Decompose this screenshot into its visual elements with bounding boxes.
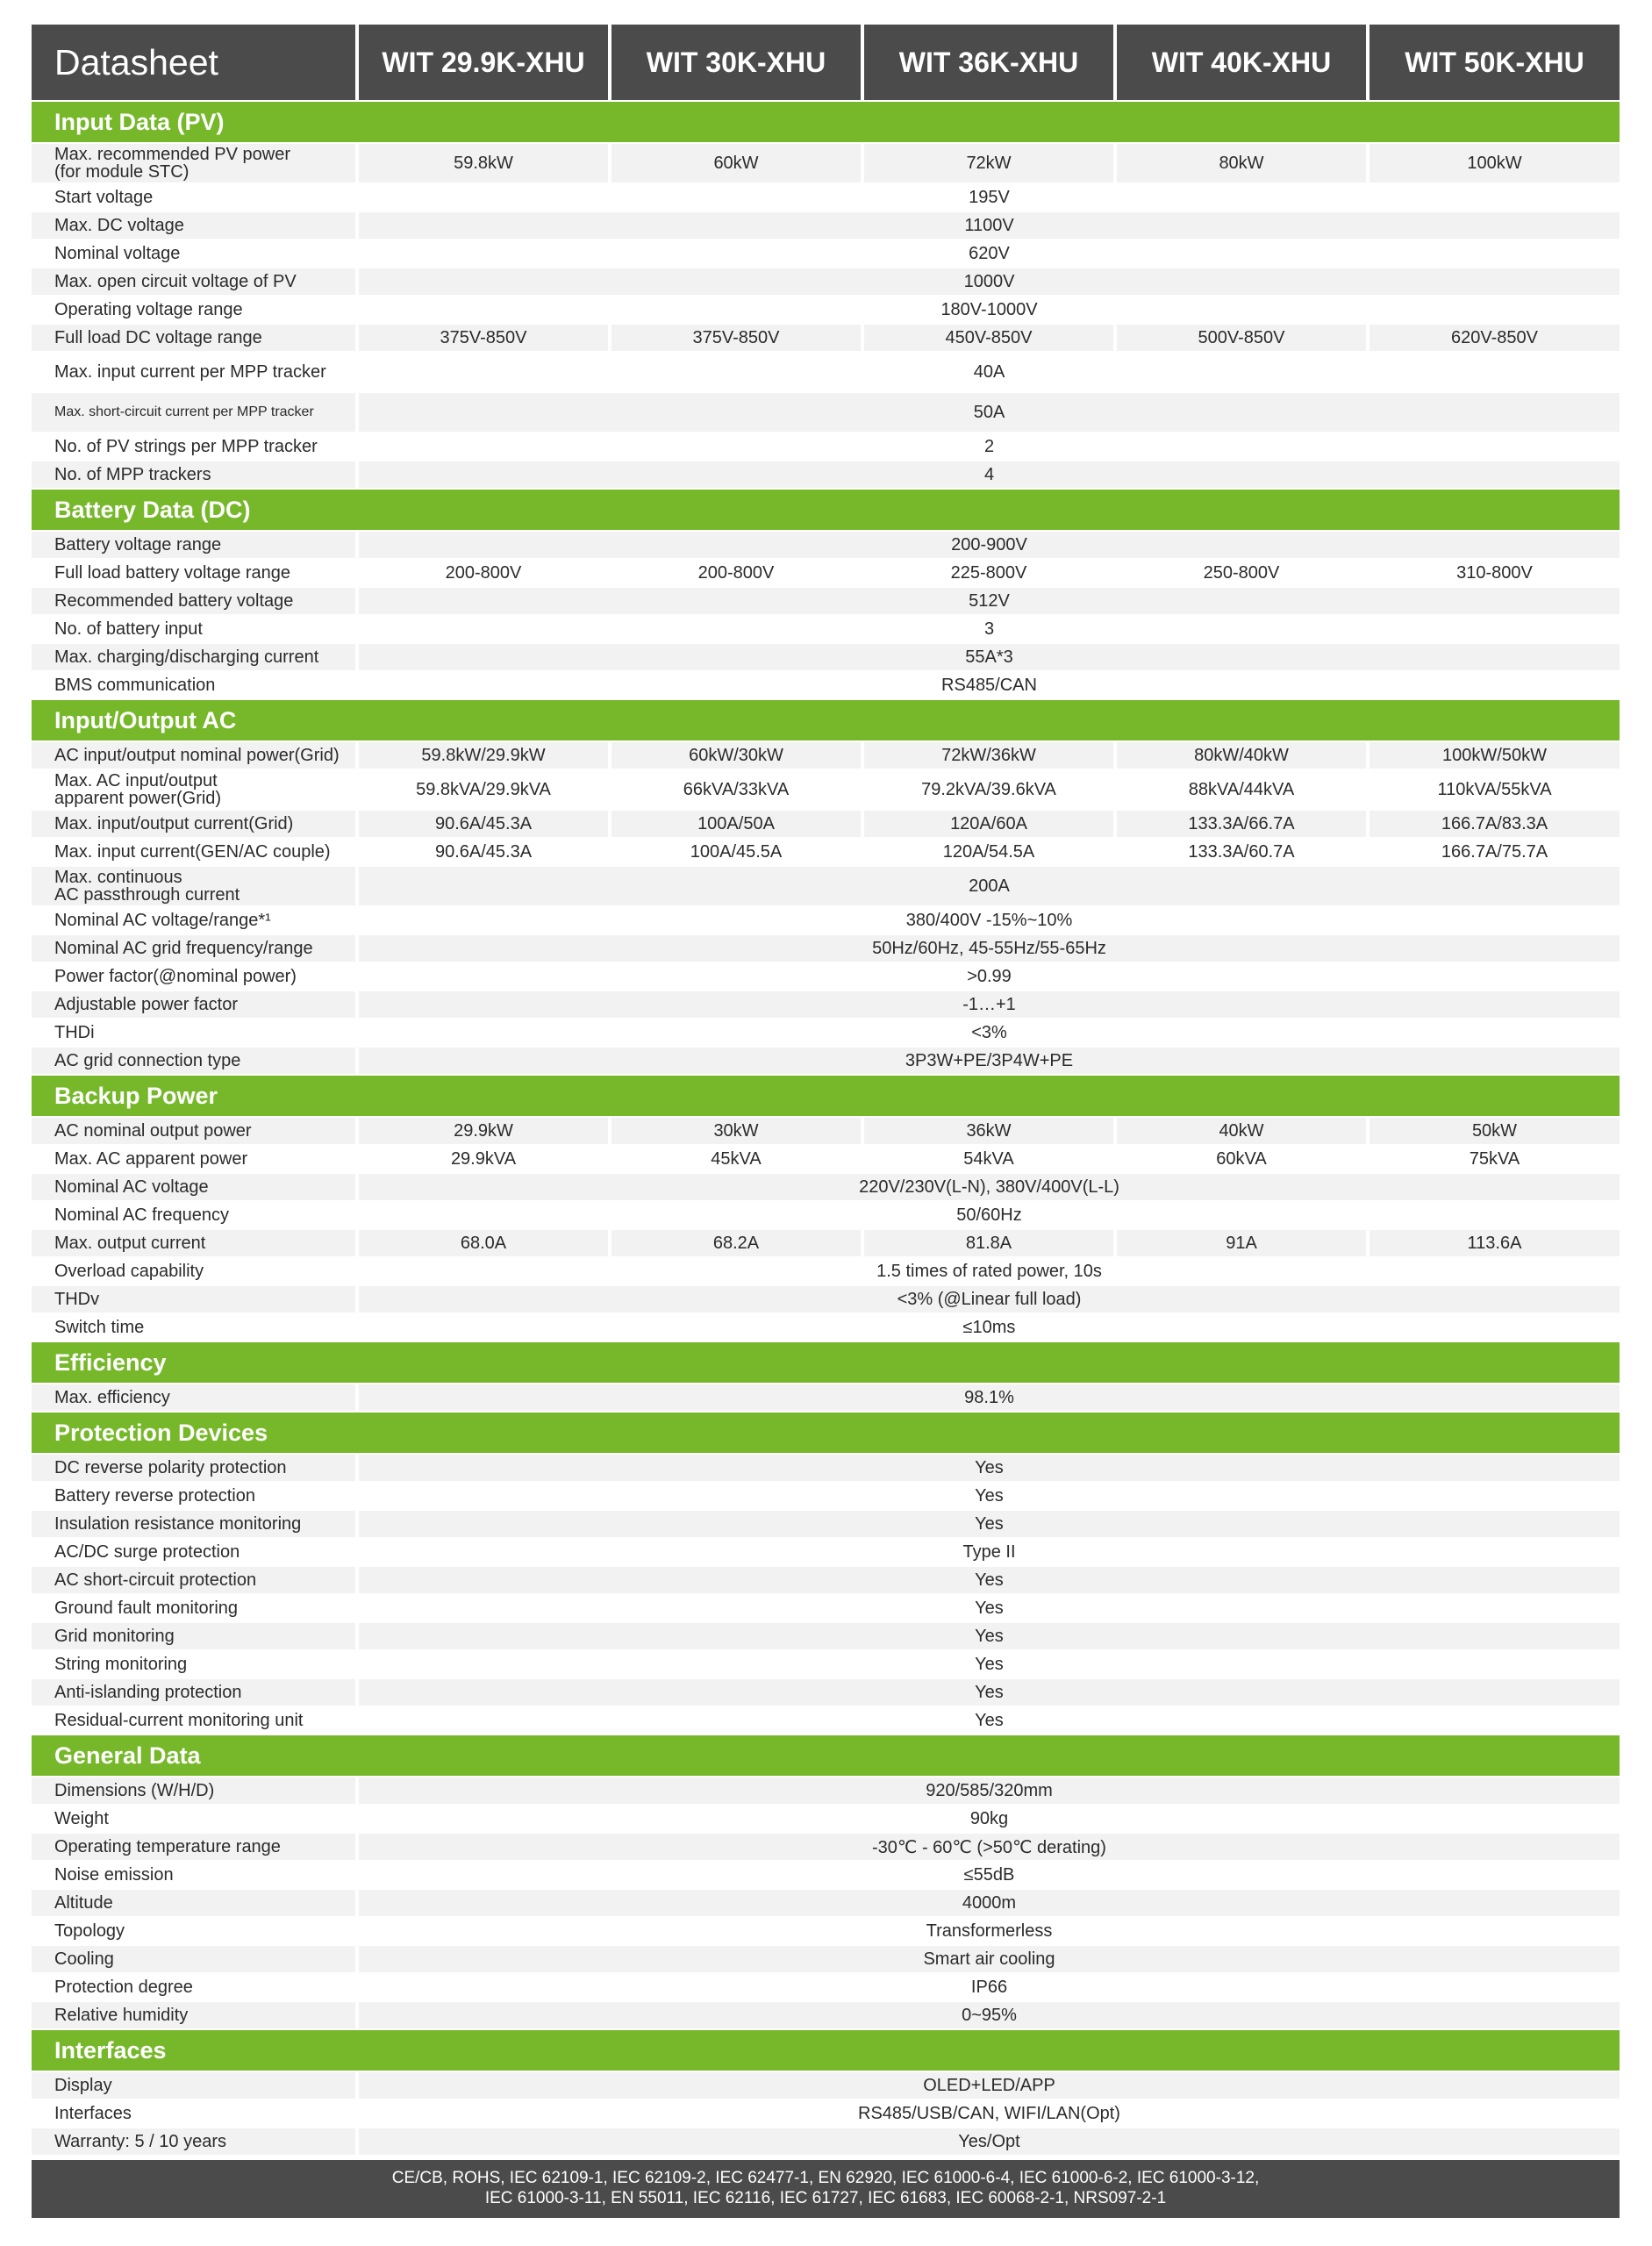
spec-value: 3 (359, 616, 1620, 642)
spec-value: 59.8kW (359, 144, 608, 182)
spec-value: 3P3W+PE/3P4W+PE (359, 1048, 1620, 1074)
spec-row (32, 867, 1620, 905)
spec-value: Yes (359, 1567, 1620, 1593)
spec-value: Smart air cooling (359, 1946, 1620, 1972)
spec-value: 50/60Hz (359, 1202, 1620, 1228)
spec-label: Full load battery voltage range (32, 560, 355, 586)
spec-value: 120A/60A (864, 811, 1113, 837)
spec-value: 40A (359, 353, 1620, 391)
spec-value: 500V-850V (1117, 325, 1366, 351)
spec-row (32, 240, 1620, 267)
spec-label: Residual-current monitoring unit (32, 1707, 355, 1734)
spec-value: 54kVA (864, 1146, 1113, 1172)
spec-row (32, 433, 1620, 460)
spec-label: Warranty: 5 / 10 years (32, 2128, 355, 2155)
spec-label: Battery reverse protection (32, 1483, 355, 1509)
spec-row (32, 991, 1620, 1018)
spec-value: 30kW (611, 1118, 861, 1144)
spec-label: Max. input current(GEN/AC couple) (32, 839, 355, 865)
spec-value: 72kW (864, 144, 1113, 182)
spec-label: Max. efficiency (32, 1384, 355, 1411)
section-rows (32, 1118, 1620, 1341)
spec-label: Ground fault monitoring (32, 1595, 355, 1621)
spec-value: 110kVA/55kVA (1370, 770, 1620, 809)
spec-label: THDi (32, 1019, 355, 1046)
spec-label: Max. AC input/output apparent power(Grid) (32, 770, 355, 809)
spec-label: Weight (32, 1806, 355, 1832)
spec-row (32, 1707, 1620, 1734)
spec-value: Type II (359, 1539, 1620, 1565)
spec-row (32, 184, 1620, 211)
section-rows (32, 532, 1620, 698)
spec-row (32, 1974, 1620, 2000)
spec-row (32, 1539, 1620, 1565)
section-rows (32, 2072, 1620, 2155)
spec-value: 2 (359, 433, 1620, 460)
spec-row (32, 2100, 1620, 2127)
spec-label: Max. input/output current(Grid) (32, 811, 355, 837)
model-header: WIT 36K-XHU (864, 25, 1113, 100)
spec-value: <3% (@Linear full load) (359, 1286, 1620, 1313)
section-header: Efficiency (32, 1342, 1620, 1383)
spec-row (32, 325, 1620, 351)
spec-value: 59.8kW/29.9kW (359, 742, 608, 769)
spec-label: AC short-circuit protection (32, 1567, 355, 1593)
spec-value: 66kVA/33kVA (611, 770, 861, 809)
spec-label: Max. recommended PV power (for module STC) (32, 144, 355, 182)
spec-value: OLED+LED/APP (359, 2072, 1620, 2099)
spec-label: No. of PV strings per MPP tracker (32, 433, 355, 460)
spec-value: Yes (359, 1511, 1620, 1537)
spec-row (32, 212, 1620, 239)
spec-value: 68.2A (611, 1230, 861, 1256)
spec-value: 133.3A/60.7A (1117, 839, 1366, 865)
spec-row (32, 1679, 1620, 1706)
spec-value: 250-800V (1117, 560, 1366, 586)
spec-row (32, 1595, 1620, 1621)
spec-label: Cooling (32, 1946, 355, 1972)
spec-value: 120A/54.5A (864, 839, 1113, 865)
spec-row (32, 588, 1620, 614)
spec-label: Max. AC apparent power (32, 1146, 355, 1172)
spec-value: 225-800V (864, 560, 1113, 586)
spec-row (32, 1146, 1620, 1172)
spec-label: Adjustable power factor (32, 991, 355, 1018)
section-header: Interfaces (32, 2030, 1620, 2071)
spec-label: Max. output current (32, 1230, 355, 1256)
spec-value: 200A (359, 867, 1620, 905)
spec-row (32, 1946, 1620, 1972)
spec-row (32, 2002, 1620, 2028)
spec-label: String monitoring (32, 1651, 355, 1677)
spec-label: Max. continuous AC passthrough current (32, 867, 355, 905)
spec-row (32, 742, 1620, 769)
spec-value: 80kW/40kW (1117, 742, 1366, 769)
spec-label: Max. charging/discharging current (32, 644, 355, 670)
spec-value: 60kW (611, 144, 861, 182)
spec-row (32, 1511, 1620, 1537)
spec-label: AC input/output nominal power(Grid) (32, 742, 355, 769)
spec-label: Topology (32, 1918, 355, 1944)
spec-value: 195V (359, 184, 1620, 211)
spec-label: Nominal AC grid frequency/range (32, 935, 355, 962)
spec-value: 113.6A (1370, 1230, 1620, 1256)
spec-value: 200-800V (359, 560, 608, 586)
spec-label: No. of MPP trackers (32, 461, 355, 488)
model-header: WIT 30K-XHU (611, 25, 861, 100)
spec-value: 90.6A/45.3A (359, 839, 608, 865)
spec-value: 0~95% (359, 2002, 1620, 2028)
spec-value: -1…+1 (359, 991, 1620, 1018)
spec-value: -30℃ - 60℃ (>50℃ derating) (359, 1834, 1620, 1860)
spec-row (32, 297, 1620, 323)
spec-row (32, 1651, 1620, 1677)
spec-value: 75kVA (1370, 1146, 1620, 1172)
section-header: General Data (32, 1735, 1620, 1776)
spec-value: 200-900V (359, 532, 1620, 558)
spec-label: Full load DC voltage range (32, 325, 355, 351)
spec-row (32, 560, 1620, 586)
spec-value: 220V/230V(L-N), 380V/400V(L-L) (359, 1174, 1620, 1200)
spec-value: 4000m (359, 1890, 1620, 1916)
section-rows (32, 1777, 1620, 2028)
spec-label: Altitude (32, 1890, 355, 1916)
spec-row (32, 1258, 1620, 1284)
spec-label: Switch time (32, 1314, 355, 1341)
spec-row (32, 1483, 1620, 1509)
spec-row (32, 1174, 1620, 1200)
certifications-footer (32, 2160, 1620, 2218)
spec-row (32, 2072, 1620, 2099)
spec-value: ≤10ms (359, 1314, 1620, 1341)
model-header: WIT 50K-XHU (1370, 25, 1620, 100)
spec-value: 100A/45.5A (611, 839, 861, 865)
spec-row (32, 839, 1620, 865)
spec-value: 79.2kVA/39.6kVA (864, 770, 1113, 809)
spec-value: 91A (1117, 1230, 1366, 1256)
spec-value: 98.1% (359, 1384, 1620, 1411)
datasheet-title: Datasheet (32, 25, 355, 100)
spec-label: Nominal AC frequency (32, 1202, 355, 1228)
spec-value: 68.0A (359, 1230, 608, 1256)
spec-row (32, 1118, 1620, 1144)
section-header: Battery Data (DC) (32, 490, 1620, 530)
spec-value: Yes (359, 1483, 1620, 1509)
spec-row (32, 1806, 1620, 1832)
spec-value: 512V (359, 588, 1620, 614)
spec-value: 45kVA (611, 1146, 861, 1172)
spec-label: Max. short-circuit current per MPP tracker (32, 393, 355, 432)
spec-label: Battery voltage range (32, 532, 355, 558)
spec-row (32, 672, 1620, 698)
spec-value: 80kW (1117, 144, 1366, 182)
spec-row (32, 1314, 1620, 1341)
spec-value: 375V-850V (611, 325, 861, 351)
spec-value: RS485/CAN (359, 672, 1620, 698)
spec-value: 166.7A/75.7A (1370, 839, 1620, 865)
spec-value: 36kW (864, 1118, 1113, 1144)
spec-sections (32, 102, 1620, 2155)
spec-label: Operating voltage range (32, 297, 355, 323)
spec-value: 920/585/320mm (359, 1777, 1620, 1804)
spec-label: Overload capability (32, 1258, 355, 1284)
spec-row (32, 268, 1620, 295)
spec-label: Insulation resistance monitoring (32, 1511, 355, 1537)
spec-value: 450V-850V (864, 325, 1113, 351)
spec-value: 1000V (359, 268, 1620, 295)
spec-label: Protection degree (32, 1974, 355, 2000)
spec-value: 100A/50A (611, 811, 861, 837)
spec-row (32, 1384, 1620, 1411)
spec-label: Noise emission (32, 1862, 355, 1888)
spec-value: Yes (359, 1707, 1620, 1734)
spec-row (32, 1623, 1620, 1649)
spec-value: 1100V (359, 212, 1620, 239)
section-header: Backup Power (32, 1076, 1620, 1116)
spec-label: Display (32, 2072, 355, 2099)
spec-value: 90.6A/45.3A (359, 811, 608, 837)
spec-value: IP66 (359, 1974, 1620, 2000)
section-header: Protection Devices (32, 1413, 1620, 1453)
spec-value: 72kW/36kW (864, 742, 1113, 769)
spec-value: 50A (359, 393, 1620, 432)
spec-value: 40kW (1117, 1118, 1366, 1144)
certifications-line-2: IEC 61000-3-11, EN 55011, IEC 62116, IEC 61727, IEC 61683, IEC 60068-2-1, NRS097-2-1 (484, 2189, 1167, 2207)
spec-value: 81.8A (864, 1230, 1113, 1256)
spec-value: 4 (359, 461, 1620, 488)
spec-value: Yes (359, 1595, 1620, 1621)
spec-row (32, 1567, 1620, 1593)
spec-label: Dimensions (W/H/D) (32, 1777, 355, 1804)
spec-label: DC reverse polarity protection (32, 1455, 355, 1481)
header-row (32, 25, 1620, 100)
spec-label: Nominal voltage (32, 240, 355, 267)
section-rows (32, 1384, 1620, 1411)
spec-row (32, 616, 1620, 642)
section-header: Input Data (PV) (32, 102, 1620, 142)
spec-row (32, 353, 1620, 391)
spec-value: Yes (359, 1455, 1620, 1481)
spec-row (32, 644, 1620, 670)
spec-label: No. of battery input (32, 616, 355, 642)
spec-row (32, 1834, 1620, 1860)
spec-label: Max. open circuit voltage of PV (32, 268, 355, 295)
spec-label: Anti-islanding protection (32, 1679, 355, 1706)
spec-value: 310-800V (1370, 560, 1620, 586)
spec-row (32, 144, 1620, 182)
spec-label: AC/DC surge protection (32, 1539, 355, 1565)
spec-label: Nominal AC voltage (32, 1174, 355, 1200)
spec-label: Start voltage (32, 184, 355, 211)
spec-value: 620V-850V (1370, 325, 1620, 351)
spec-value: 60kVA (1117, 1146, 1366, 1172)
spec-row (32, 963, 1620, 990)
section-header: Input/Output AC (32, 700, 1620, 740)
spec-label: Nominal AC voltage/range*¹ (32, 907, 355, 933)
spec-value: 60kW/30kW (611, 742, 861, 769)
model-header: WIT 29.9K-XHU (359, 25, 608, 100)
section-rows (32, 1455, 1620, 1734)
spec-label: BMS communication (32, 672, 355, 698)
spec-value: 50kW (1370, 1118, 1620, 1144)
spec-value: 166.7A/83.3A (1370, 811, 1620, 837)
spec-value: 29.9kW (359, 1118, 608, 1144)
spec-label: Max. input current per MPP tracker (32, 353, 355, 391)
spec-row (32, 1862, 1620, 1888)
spec-value: 29.9kVA (359, 1146, 608, 1172)
spec-value: 1.5 times of rated power, 10s (359, 1258, 1620, 1284)
spec-value: 55A*3 (359, 644, 1620, 670)
spec-value: 380/400V -15%~10% (359, 907, 1620, 933)
spec-value: 100kW (1370, 144, 1620, 182)
spec-label: Recommended battery voltage (32, 588, 355, 614)
spec-label: Power factor(@nominal power) (32, 963, 355, 990)
spec-row (32, 1286, 1620, 1313)
spec-row (32, 1048, 1620, 1074)
spec-value: >0.99 (359, 963, 1620, 990)
spec-row (32, 393, 1620, 432)
section-rows (32, 144, 1620, 488)
section-rows (32, 742, 1620, 1074)
spec-row (32, 1230, 1620, 1256)
spec-value: 50Hz/60Hz, 45-55Hz/55-65Hz (359, 935, 1620, 962)
spec-row (32, 907, 1620, 933)
spec-value: 59.8kVA/29.9kVA (359, 770, 608, 809)
spec-row (32, 1019, 1620, 1046)
spec-label: AC nominal output power (32, 1118, 355, 1144)
spec-value: RS485/USB/CAN, WIFI/LAN(Opt) (359, 2100, 1620, 2127)
spec-value: Yes (359, 1679, 1620, 1706)
spec-value: 620V (359, 240, 1620, 267)
spec-row (32, 1918, 1620, 1944)
spec-value: Yes (359, 1623, 1620, 1649)
datasheet (32, 25, 1620, 2218)
spec-value: 90kg (359, 1806, 1620, 1832)
spec-row (32, 935, 1620, 962)
spec-label: Interfaces (32, 2100, 355, 2127)
spec-value: 88kVA/44kVA (1117, 770, 1366, 809)
spec-label: Max. DC voltage (32, 212, 355, 239)
spec-label: THDv (32, 1286, 355, 1313)
spec-row (32, 811, 1620, 837)
spec-value: 200-800V (611, 560, 861, 586)
spec-row (32, 1777, 1620, 1804)
spec-row (32, 2128, 1620, 2155)
spec-row (32, 461, 1620, 488)
spec-value: 133.3A/66.7A (1117, 811, 1366, 837)
spec-label: Operating temperature range (32, 1834, 355, 1860)
spec-value: Yes (359, 1651, 1620, 1677)
spec-row (32, 770, 1620, 809)
spec-row (32, 1455, 1620, 1481)
spec-value: Transformerless (359, 1918, 1620, 1944)
spec-label: Relative humidity (32, 2002, 355, 2028)
spec-value: ≤55dB (359, 1862, 1620, 1888)
spec-value: 100kW/50kW (1370, 742, 1620, 769)
spec-value: Yes/Opt (359, 2128, 1620, 2155)
spec-row (32, 532, 1620, 558)
spec-value: 180V-1000V (359, 297, 1620, 323)
certifications-line-1: CE/CB, ROHS, IEC 62109-1, IEC 62109-2, IEC 62477-1, EN 62920, IEC 61000-6-4, IEC 61000-6-2, IEC 61000-3-12, (391, 2169, 1260, 2188)
spec-value: <3% (359, 1019, 1620, 1046)
spec-row (32, 1202, 1620, 1228)
spec-value: 375V-850V (359, 325, 608, 351)
spec-label: Grid monitoring (32, 1623, 355, 1649)
spec-label: AC grid connection type (32, 1048, 355, 1074)
model-header: WIT 40K-XHU (1117, 25, 1366, 100)
spec-row (32, 1890, 1620, 1916)
